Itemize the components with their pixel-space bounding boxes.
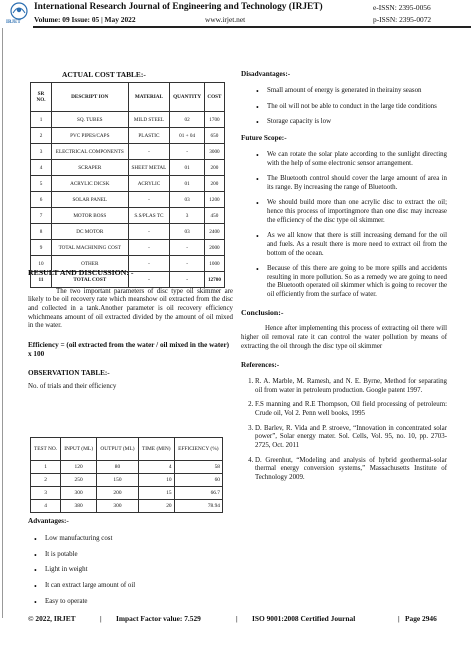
- table-cell: 58: [174, 461, 222, 474]
- pissn: p-ISSN: 2395-0072: [373, 15, 432, 24]
- table-cell: 3: [31, 144, 52, 160]
- list-item: • The Bluetooth control should cover the large amount of area in its range. By increasing the range of Bluetooth.: [267, 175, 447, 192]
- table-cell: 450: [204, 208, 224, 224]
- table-cell: -: [170, 272, 205, 288]
- future-scope-list: [241, 151, 447, 300]
- table-row: [31, 208, 225, 224]
- cost-col-qty: QUANTITY: [170, 83, 205, 112]
- table-cell: 120: [61, 461, 97, 474]
- journal-title: International Research Journal of Engineering and Technology (IRJET): [34, 2, 323, 12]
- table-cell: 15: [138, 487, 174, 500]
- table-cell: 1200: [204, 192, 224, 208]
- table-cell: 80: [97, 461, 139, 474]
- table-row: [31, 240, 225, 256]
- footer-divider: |: [236, 614, 238, 623]
- table-row: [31, 160, 225, 176]
- table-cell: 12700: [204, 272, 224, 288]
- footer-divider: |: [398, 614, 400, 623]
- table-cell: 4: [138, 461, 174, 474]
- efficiency-formula: Efficiency = (oil extracted from the water / oil mixed in the water) x 100: [28, 340, 230, 358]
- table-row: [31, 500, 223, 513]
- list-item: • It is potable: [45, 551, 233, 560]
- reference-item: 1. R. A. Marble, M. Ramesh, and N. E. Byrne, Method for separating oil from water in petroleum production. Google patent 1997.: [255, 378, 447, 395]
- cost-table: [30, 82, 225, 288]
- references-heading: References:-: [241, 361, 280, 370]
- table-cell: 150: [97, 474, 139, 487]
- table-cell: -: [170, 144, 205, 160]
- table-cell: SCRAPER: [52, 160, 129, 176]
- table-cell: PVC PIPES/CAPS: [52, 128, 129, 144]
- table-cell: 6: [31, 192, 52, 208]
- table-cell: ELECTRICAL COMPONENTS: [52, 144, 129, 160]
- list-item: • We should build more than one acrylic disc to extract the oil; hence this process of importingmore than one disc may increase the efficiency of the disc type oil skimmer.: [267, 199, 447, 225]
- conclusion-paragraph: Hence after implementing this process of extracting oil there will higher oil removal rate it can control the water pollution by means of extracting the oil through the disc type oil skimmer: [241, 325, 447, 350]
- list-item: • Because of this there are going to be more spills and accidents resulting in more pollution. So as a remedy we are going to need the Bluetooth operated oil skimmer which is going to recover the oil efficiently from the surface of water.: [267, 265, 447, 300]
- table-cell: DC MOTOR: [52, 224, 129, 240]
- table-cell: 03: [170, 192, 205, 208]
- table-cell: 01 + 04: [170, 128, 205, 144]
- conclusion-heading: Conclusion:-: [241, 307, 284, 317]
- table-cell: OTHER: [52, 256, 129, 272]
- advantages-list: [28, 535, 233, 606]
- results-paragraph: The two important parameters of disc type oil skimmer are likely to be oil recovery rate which meanshow oil extracted from the disc and collected in a tank.Another parameter is oil recovery efficiency whichmeans amount of oil extracted divided by the amount of oil mixed in the water.: [28, 287, 233, 330]
- table-row: [31, 128, 225, 144]
- table-cell: 650: [204, 128, 224, 144]
- table-cell: 3000: [204, 144, 224, 160]
- table-cell: 01: [170, 160, 205, 176]
- cost-col-cost: COST: [204, 83, 224, 112]
- table-cell: 02: [170, 112, 205, 128]
- disadvantages-heading: Disadvantages:-: [241, 70, 291, 78]
- obs-col-test: TEST NO.: [31, 438, 61, 461]
- table-cell: 300: [61, 487, 97, 500]
- table-cell: 66.7: [174, 487, 222, 500]
- table-row: [31, 176, 225, 192]
- future-scope-heading: Future Scope:-: [241, 133, 287, 142]
- list-item: • Small amount of energy is generated in theirainy season: [267, 87, 447, 96]
- table-cell: 7: [31, 208, 52, 224]
- table-cell: 10: [31, 256, 52, 272]
- table-cell: 2: [31, 474, 61, 487]
- table-cell: 1700: [204, 112, 224, 128]
- table-cell: 20: [138, 500, 174, 513]
- table-cell: 4: [31, 500, 61, 513]
- observation-table: [30, 437, 223, 513]
- table-cell: 10: [138, 474, 174, 487]
- list-item: • Easy to operate: [45, 598, 233, 607]
- table-cell: 200: [204, 160, 224, 176]
- list-item: • Light in weight: [45, 566, 233, 575]
- table-cell: 1000: [204, 256, 224, 272]
- table-cell: 2: [31, 128, 52, 144]
- table-cell: 200: [97, 487, 139, 500]
- table-cell: 380: [61, 500, 97, 513]
- table-row: [31, 192, 225, 208]
- references-list: [241, 378, 447, 482]
- table-cell: -: [170, 240, 205, 256]
- table-row: [31, 461, 223, 474]
- observation-subtitle: No. of trials and their efficiency: [28, 382, 117, 390]
- table-cell: 01: [170, 176, 205, 192]
- volume-info: Volume: 09 Issue: 05 | May 2022: [34, 15, 136, 24]
- website[interactable]: www.irjet.net: [205, 15, 246, 24]
- list-item: • The oil will not be able to conduct in the large tide conditions: [267, 103, 447, 112]
- table-cell: 60: [174, 474, 222, 487]
- table-cell: 2400: [204, 224, 224, 240]
- table-cell: 3: [31, 487, 61, 500]
- footer-copyright: © 2022, IRJET: [28, 614, 76, 623]
- table-cell: MOTOR BOSS: [52, 208, 129, 224]
- cost-table-title: ACTUAL COST TABLE:-: [62, 70, 146, 79]
- logo-text: IRJET: [6, 20, 21, 25]
- table-cell: 78.94: [174, 500, 222, 513]
- obs-table-header: [31, 438, 223, 461]
- list-item: • We can rotate the solar plate according to the sunlight directing with the help of some electronic sensor arrangement.: [267, 151, 447, 168]
- table-cell: 1: [31, 112, 52, 128]
- reference-item: 2. F.S manning and R.E Thompson, Oil field processing of petroleum: Crude oil, Vol 2. Penn well books, 1995: [255, 401, 447, 418]
- advantages-heading: Advantages:-: [28, 517, 69, 525]
- table-row: [31, 487, 223, 500]
- list-item: • Storage capacity is low: [267, 118, 447, 127]
- table-cell: 4: [31, 160, 52, 176]
- table-cell: S.S/PLAS TC: [128, 208, 170, 224]
- obs-col-output: OUTPUT (ML): [97, 438, 139, 461]
- table-row: [31, 112, 225, 128]
- table-cell: 3: [170, 208, 205, 224]
- table-cell: 5: [31, 176, 52, 192]
- header-rule: [33, 26, 471, 28]
- table-cell: ACRYLIC: [128, 176, 170, 192]
- reference-item: 4. D. Greenhut, “Modeling and analysis of hybrid geothermal-solar thermal energy conversion systems,” Massachusetts Institute of Technology 2009.: [255, 457, 447, 483]
- footer-iso: ISO 9001:2008 Certified Journal: [252, 614, 356, 623]
- footer-impact: Impact Factor value: 7.529: [116, 614, 201, 623]
- table-cell: 9: [31, 240, 52, 256]
- footer-page: Page 2946: [405, 614, 437, 623]
- table-cell: 200: [204, 176, 224, 192]
- table-cell: ACRYLIC DICSK: [52, 176, 129, 192]
- obs-col-efficiency: EFFICIENCY (%): [174, 438, 222, 461]
- observation-heading: OBSERVATION TABLE:-: [28, 368, 110, 377]
- table-row: [31, 474, 223, 487]
- table-row: [31, 224, 225, 240]
- list-item: • As we all know that there is still increasing demand for the oil and fuels. As a result there is more need to extract oil from the bottom of the ocean.: [267, 232, 447, 258]
- table-cell: TOTAL COST: [52, 272, 129, 288]
- results-heading: RESULT AND DISCUSSION: -: [28, 268, 134, 277]
- footer-divider: |: [100, 614, 102, 623]
- cost-col-desc: DESCRIPT ION: [52, 83, 129, 112]
- reference-item: 3. D. Barlev, R. Vida and P. stroeve, “Innovation in concentrated solar power”, Solar energy mater. Sol. Cells, Vol. 95, no. 10, pp. 2703-2725, Oct. 2011: [255, 425, 447, 451]
- cost-col-material: MATERIAL: [128, 83, 170, 112]
- cost-table-header: [31, 83, 225, 112]
- table-cell: SQ. TUBES: [52, 112, 129, 128]
- table-cell: 8: [31, 224, 52, 240]
- table-cell: -: [128, 192, 170, 208]
- cost-col-sr: SR NO.: [31, 83, 52, 112]
- table-cell: -: [128, 224, 170, 240]
- table-cell: 03: [170, 224, 205, 240]
- table-cell: -: [170, 256, 205, 272]
- obs-col-time: TIME (MIN): [138, 438, 174, 461]
- eissn: e-ISSN: 2395-0056: [373, 3, 431, 12]
- table-cell: 1: [31, 461, 61, 474]
- table-cell: -: [128, 272, 170, 288]
- footer: [0, 614, 474, 626]
- table-cell: 11: [31, 272, 52, 288]
- table-cell: 2000: [204, 240, 224, 256]
- table-cell: -: [128, 144, 170, 160]
- margin-line: [2, 28, 3, 618]
- list-item: • Low manufacturing cost: [45, 535, 233, 544]
- table-cell: -: [128, 240, 170, 256]
- list-item: • It can extract large amount of oil: [45, 582, 233, 591]
- table-cell: TOTAL MACHINING COST: [52, 240, 129, 256]
- table-cell: 300: [97, 500, 139, 513]
- table-cell: MILD STEEL: [128, 112, 170, 128]
- disadvantages-list: [241, 87, 447, 127]
- table-cell: SHEET METAL: [128, 160, 170, 176]
- table-cell: SOLAR PANEL: [52, 192, 129, 208]
- table-cell: -: [128, 256, 170, 272]
- table-row: [31, 144, 225, 160]
- obs-col-input: INPUT (ML): [61, 438, 97, 461]
- table-cell: 250: [61, 474, 97, 487]
- table-cell: PLASTIC: [128, 128, 170, 144]
